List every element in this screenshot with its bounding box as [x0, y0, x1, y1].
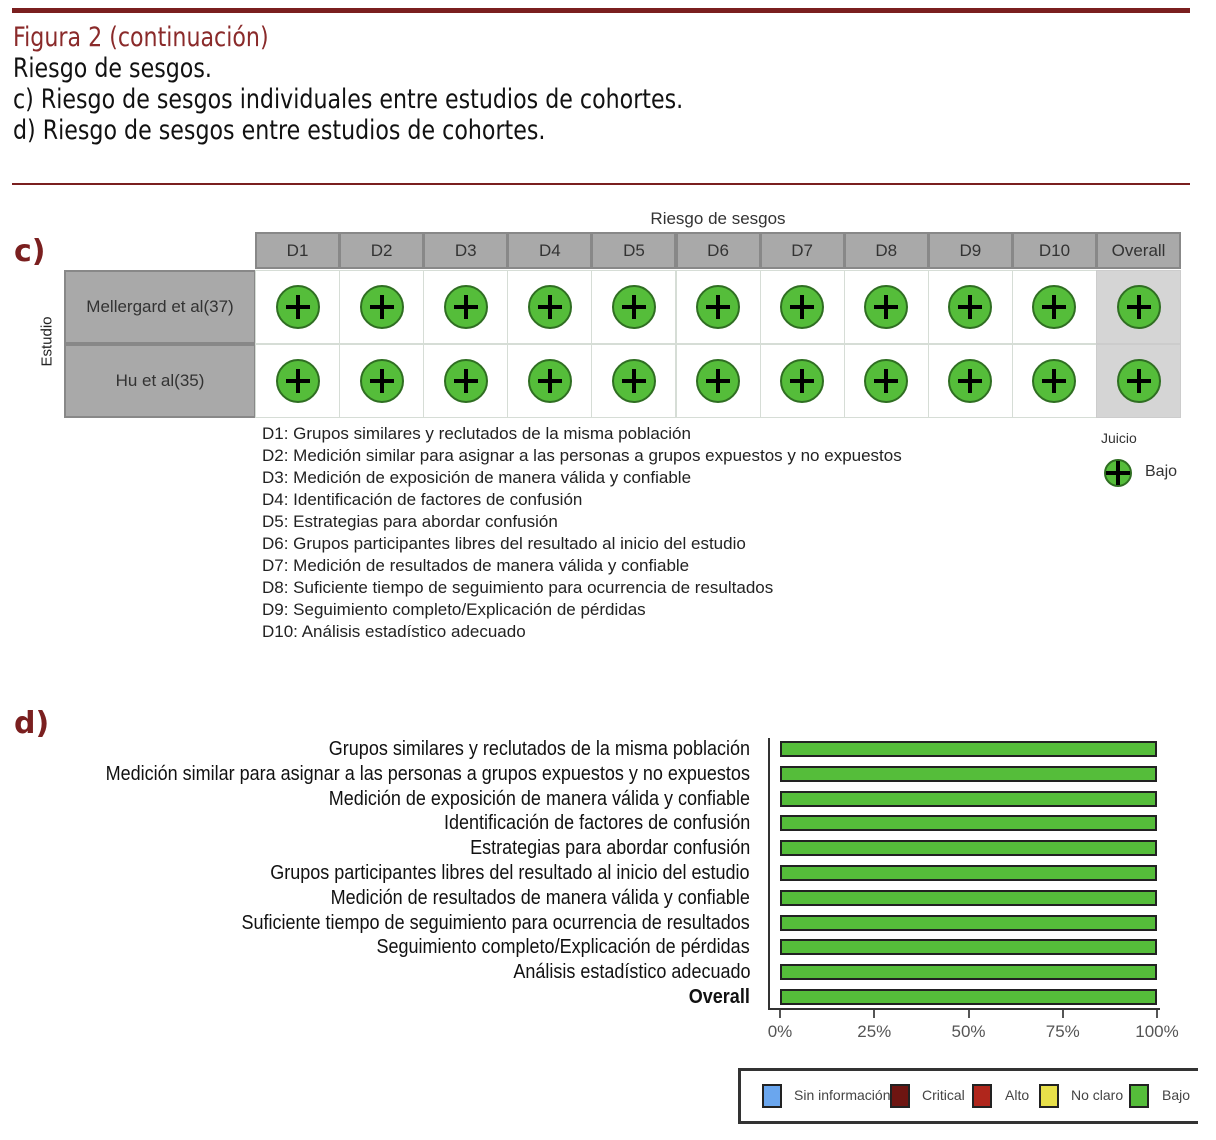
- column-header: D3: [423, 232, 508, 269]
- judgement-cell: [507, 344, 592, 418]
- judgement-cell: [844, 344, 929, 418]
- judgement-cell: [339, 344, 424, 418]
- low-risk-icon: [1104, 459, 1132, 487]
- legend-swatch: [1039, 1084, 1059, 1108]
- bar-bajo: [780, 741, 1157, 757]
- judgement-cell: [676, 344, 761, 418]
- bar-bajo: [780, 989, 1157, 1005]
- category-label: Medición similar para asignar a las personas a grupos expuestos y no expuestos: [105, 762, 750, 785]
- judgement-cell: [1096, 270, 1181, 344]
- bar-bajo: [780, 890, 1157, 906]
- x-tick-label: 50%: [951, 1022, 986, 1041]
- bar-bajo: [780, 766, 1157, 782]
- column-header: Overall: [1096, 232, 1181, 269]
- category-label: Grupos similares y reclutados de la misma población: [328, 738, 750, 760]
- column-header: D1: [255, 232, 340, 269]
- low-risk-icon: [1032, 285, 1076, 329]
- legend-label: Sin información: [794, 1087, 891, 1103]
- domain-legend-item: D5: Estrategias para abordar confusión: [262, 512, 558, 531]
- category-label: Análisis estadístico adecuado: [512, 961, 750, 984]
- domain-legend-item: D10: Análisis estadístico adecuado: [262, 622, 526, 641]
- top-rule: [12, 8, 1190, 13]
- judgement-cell: [591, 344, 676, 418]
- x-tick-mark: [1062, 1010, 1064, 1018]
- domain-legend-item: D9: Seguimiento completo/Explicación de pérdidas: [262, 600, 646, 619]
- low-risk-icon: [1032, 359, 1076, 403]
- y-axis-line: [768, 738, 770, 1010]
- caption-line: Riesgo de sesgos.: [13, 53, 212, 84]
- low-risk-icon: [276, 359, 320, 403]
- judgement-cell: [676, 270, 761, 344]
- x-tick-label: 25%: [857, 1022, 892, 1041]
- low-risk-icon: [528, 359, 572, 403]
- low-risk-icon: [612, 285, 656, 329]
- bar-bajo: [780, 791, 1157, 807]
- x-tick-label: 75%: [1045, 1022, 1080, 1041]
- panel-d-label: d): [14, 706, 50, 741]
- judgement-legend-title: Juicio: [1101, 430, 1137, 446]
- category-label: Identificación de factores de confusión: [443, 812, 750, 835]
- column-header: D5: [591, 232, 676, 269]
- category-label: Estrategias para abordar confusión: [469, 837, 750, 860]
- category-label: Suficiente tiempo de seguimiento para ocurrencia de resultados: [241, 911, 750, 934]
- low-risk-icon: [612, 359, 656, 403]
- low-risk-icon: [696, 285, 740, 329]
- judgement-cell: [339, 270, 424, 344]
- domain-legend-item: D8: Suficiente tiempo de seguimiento para ocurrencia de resultados: [262, 578, 774, 597]
- legend-label: Alto: [1005, 1087, 1030, 1103]
- low-risk-icon: [948, 359, 992, 403]
- legend-swatch: [972, 1084, 992, 1108]
- figure-label: Figura 2 (continuación): [13, 22, 269, 53]
- x-tick-mark: [779, 1010, 781, 1018]
- judgement-cell: [255, 270, 340, 344]
- bar-bajo: [780, 865, 1157, 881]
- column-header: D7: [760, 232, 845, 269]
- legend-label: No claro: [1071, 1087, 1124, 1103]
- legend-label: Bajo: [1162, 1087, 1191, 1103]
- low-risk-icon: [696, 359, 740, 403]
- low-risk-icon: [360, 359, 404, 403]
- caption-line: c) Riesgo de sesgos individuales entre estudios de cohortes.: [13, 84, 684, 115]
- study-label: Hu et al(35): [64, 344, 256, 418]
- low-risk-icon: [780, 359, 824, 403]
- judgement-cell: [423, 270, 508, 344]
- category-label: Medición de resultados de manera válida y confiable: [330, 886, 750, 909]
- low-risk-icon: [360, 285, 404, 329]
- domain-legend-item: D3: Medición de exposición de manera válida y confiable: [262, 468, 692, 487]
- traffic-light-title: Riesgo de sesgos: [650, 209, 786, 228]
- x-tick-label: 0%: [767, 1022, 793, 1041]
- category-label: Seguimiento completo/Explicación de pérdidas: [376, 936, 750, 959]
- category-label: Grupos participantes libres del resultado al inicio del estudio: [270, 862, 750, 884]
- bar-bajo: [780, 815, 1157, 831]
- low-risk-icon: [864, 359, 908, 403]
- column-header: D6: [676, 232, 761, 269]
- legend-label: Critical: [922, 1087, 965, 1103]
- judgement-cell: [255, 344, 340, 418]
- caption-rule: [12, 183, 1190, 185]
- x-tick-mark: [873, 1010, 875, 1018]
- judgement-cell: [928, 270, 1013, 344]
- column-header: D10: [1012, 232, 1097, 269]
- domain-legend-item: D1: Grupos similares y reclutados de la misma población: [262, 424, 691, 443]
- legend-swatch: [1129, 1084, 1149, 1108]
- x-tick-mark: [968, 1010, 970, 1018]
- domain-legend-item: D6: Grupos participantes libres del resultado al inicio del estudio: [262, 534, 746, 553]
- domain-legend-item: D7: Medición de resultados de manera válida y confiable: [262, 556, 690, 575]
- x-axis-line: [768, 1008, 1160, 1010]
- domain-legend-item: D4: Identificación de factores de confusión: [262, 490, 583, 509]
- bar-bajo: [780, 840, 1157, 856]
- column-header: D8: [844, 232, 929, 269]
- judgement-cell: [1096, 344, 1181, 418]
- judgement-cell: [591, 270, 676, 344]
- low-risk-icon: [948, 285, 992, 329]
- domain-legend-item: D2: Medición similar para asignar a las personas a grupos expuestos y no expuestos: [262, 446, 902, 465]
- judgement-cell: [928, 344, 1013, 418]
- low-risk-icon: [780, 285, 824, 329]
- low-risk-icon: [528, 285, 572, 329]
- low-risk-icon: [444, 285, 488, 329]
- column-header: D4: [507, 232, 592, 269]
- column-header: D2: [339, 232, 424, 269]
- judgement-cell: [760, 344, 845, 418]
- bar-bajo: [780, 915, 1157, 931]
- category-label: Medición de exposición de manera válida y confiable: [328, 787, 750, 810]
- legend-swatch: [890, 1084, 910, 1108]
- legend-swatch: [762, 1084, 782, 1108]
- low-risk-icon: [1117, 285, 1161, 329]
- judgement-cell: [760, 270, 845, 344]
- low-risk-icon: [444, 359, 488, 403]
- study-label: Mellergard et al(37): [64, 270, 256, 344]
- x-tick-mark: [1156, 1010, 1158, 1018]
- x-tick-label: 100%: [1135, 1022, 1179, 1041]
- low-risk-icon: [1117, 359, 1161, 403]
- low-risk-icon: [276, 285, 320, 329]
- judgement-cell: [1012, 270, 1097, 344]
- low-risk-icon: [864, 285, 908, 329]
- judgement-cell: [844, 270, 929, 344]
- judgement-cell: [507, 270, 592, 344]
- panel-c-label: c): [14, 234, 46, 269]
- column-header: D9: [928, 232, 1013, 269]
- bar-bajo: [780, 939, 1157, 955]
- category-label: Overall: [688, 986, 750, 1008]
- y-axis-label: Estudio: [38, 316, 56, 367]
- judgement-legend-item: Bajo: [1145, 463, 1178, 480]
- judgement-cell: [1012, 344, 1097, 418]
- bar-bajo: [780, 964, 1157, 980]
- caption-line: d) Riesgo de sesgos entre estudios de cohortes.: [13, 115, 546, 146]
- judgement-cell: [423, 344, 508, 418]
